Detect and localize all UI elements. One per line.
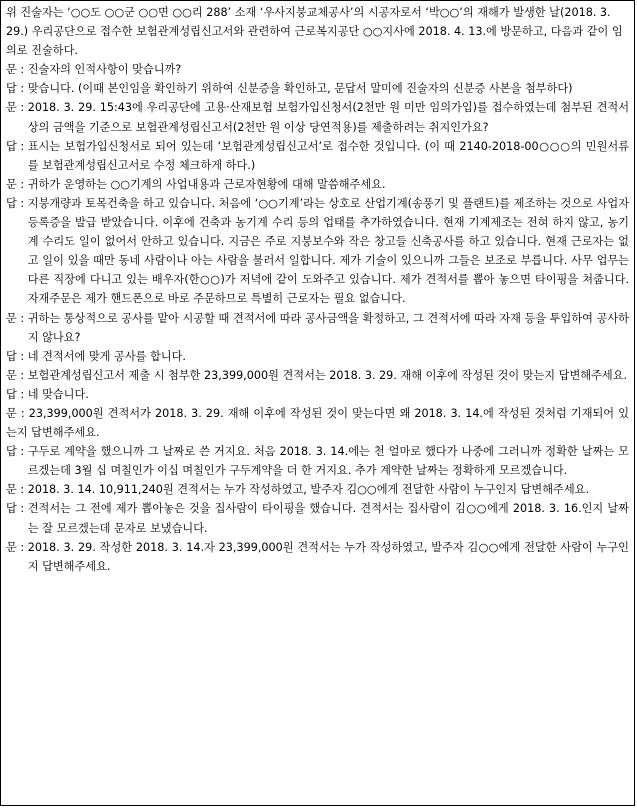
qa-marker: 답 : — [6, 139, 28, 153]
qa-marker: 답 : — [6, 387, 28, 401]
qa-item — [6, 175, 629, 194]
qa-marker: 문 : — [6, 177, 28, 191]
qa-text: 귀하는 통상적으로 공사를 맡아 시공할 때 견적서에 따라 공사금액을 확정하고, 그 견적서에 따라 자재 등을 투입하여 공사하지 않나요? — [27, 311, 629, 344]
qa-marker: 문 : — [6, 311, 28, 325]
qa-item — [6, 538, 629, 576]
qa-item — [6, 366, 629, 385]
qa-text: 귀하가 운영하는 ○○기계의 사업내용과 근로자현황에 대해 말씀해주세요. — [27, 177, 386, 191]
qa-text: 2018. 3. 29. 15:43에 우리공단에 고용·산재보험 보험가입신청서(2천만 원 미만 임의가입)를 접수하였는데 첨부된 견적서상의 금액을 기준으로 보험관계성립신고서(2천만 원 이상 당연적용)를 제출하려는 취지인가요? — [27, 101, 629, 134]
qa-item — [6, 442, 629, 480]
qa-text: 보험관계성립신고서 제출 시 첨부한 23,399,000원 견적서는 2018. 3. 29. 재해 이후에 작성된 것이 맞는지 답변해주세요. — [27, 368, 628, 382]
qa-item — [6, 347, 629, 366]
qa-text: 2018. 3. 29. 작성한 2018. 3. 14.자 23,399,000원 견적서는 누가 작성하였고, 발주자 김○○에게 전달한 사람이 누구인지 답변해주세요. — [27, 540, 629, 573]
qa-item — [6, 60, 629, 79]
qa-marker: 문 : — [6, 540, 28, 554]
qa-text: 지붕개량과 토목건축을 하고 있습니다. 처음에 ‘○○기계’라는 상호로 산업기계(송풍기 및 플랜트)를 제조하는 것으로 사업자등록증을 발급 받았습니다. 이후에 건축과 농기계 수리 등의 업태를 추가하였습니다. 현재 기계제조는 전혀 하지 않고, 농기계 수리도 일이 없어서 안하고 있습니다. 지금은 주로 지붕보수와 작은 창고들 신축공사를 하고 있습니다. 현재 근로자는 없고 일이 있을 때만 동네 사람이나 아는 사람을 불러서 일합니다. 제가 기술이 있으니까 그들은 보조로 부릅니다. 사무 업무는 다른 직장에 다니고 있는 배우자(한○○)가 저녁에 같이 도와주고 있습니다. 제가 견적서를 뽑아 놓으면 타이핑을 쳐줍니다. 자재주문은 제가 핸드폰으로 바로 주문하므로 특별히 근로자는 필요 없습니다. — [27, 196, 629, 306]
qa-text: 네 견적서에 맞게 공사를 합니다. — [27, 349, 186, 363]
qa-text: 2018. 3. 14. 10,911,240원 견적서는 누가 작성하였고, 발주자 김○○에게 전달한 사람이 누구인지 답변해주세요. — [27, 483, 590, 497]
qa-item — [6, 194, 629, 309]
qa-item — [6, 385, 629, 404]
qa-marker: 답 : — [6, 502, 28, 516]
intro-paragraph: 위 진술자는 ‘○○도 ○○군 ○○면 ○○리 288’ 소재 ‘우사지붕교체공사’의 시공자로서 ‘박○○’의 재해가 발생한 날(2018. 3. 29.) 우리공단으로 접수한 보험관계성립신고서와 관련하여 근로복지공단 ○○지사에 2018. 4. 13.에 방문하고, 다음과 같이 임의로 진술하다. — [6, 6, 623, 58]
qa-marker: 문 : — [6, 101, 28, 115]
qa-item — [6, 98, 629, 136]
qa-item — [6, 137, 629, 175]
qa-marker: 문 : — [6, 63, 28, 77]
qa-text: 네 맞습니다. — [27, 387, 89, 401]
qa-text: 표시는 보험가입신청서로 되어 있는데 ‘보험관계성립신고서’로 접수한 것입니다. (이 때 2140-2018-00○○○의 민원서류를 보험관계성립신고서로 수정 체크하게 하다.) — [27, 139, 629, 172]
qa-marker: 문 : — [6, 368, 28, 382]
qa-text: 견적서는 그 전에 제가 뽑아놓은 것을 집사람이 타이핑을 했습니다. 견적서는 집사람이 김○○에게 2018. 3. 16.인지 날짜는 잘 모르겠는데 문자로 보냈습니다. — [27, 502, 629, 535]
qa-text: 구두로 계약을 했으니까 그 날짜로 쓴 거지요. 처음 2018. 3. 14.에는 천 얼마로 했다가 나중에 그러니까 정확한 날짜는 모르겠는데 3월 십 며칠인가 이십 며칠인가 구두계약을 더 한 거지요. 추가 계약한 날짜는 정확하게 모르겠습니다. — [27, 445, 629, 478]
qa-text: 맞습니다. (이때 본인임을 확인하기 위하여 신분증을 확인하고, 문답서 말미에 진술자의 신분증 사본을 첨부하다) — [27, 82, 573, 96]
qa-text: 진술자의 인적사항이 맞습니까? — [27, 63, 182, 77]
qa-marker: 답 : — [6, 445, 28, 459]
qa-item-free-wrap: 문 : 23,399,000원 견적서가 2018. 3. 29. 재해 이후에 작성된 것이 맞는다면 왜 2018. 3. 14.에 작성된 것처럼 기재되어 있는지 답변해주세요. — [6, 406, 629, 440]
qa-item — [6, 309, 629, 347]
qa-marker: 답 : — [6, 82, 28, 96]
qa-marker: 문 : — [6, 483, 28, 497]
qa-marker: 답 : — [6, 196, 28, 210]
qa-marker: 답 : — [6, 349, 28, 363]
qa-item — [6, 79, 629, 98]
qa-item — [6, 499, 629, 537]
qa-item — [6, 480, 629, 499]
